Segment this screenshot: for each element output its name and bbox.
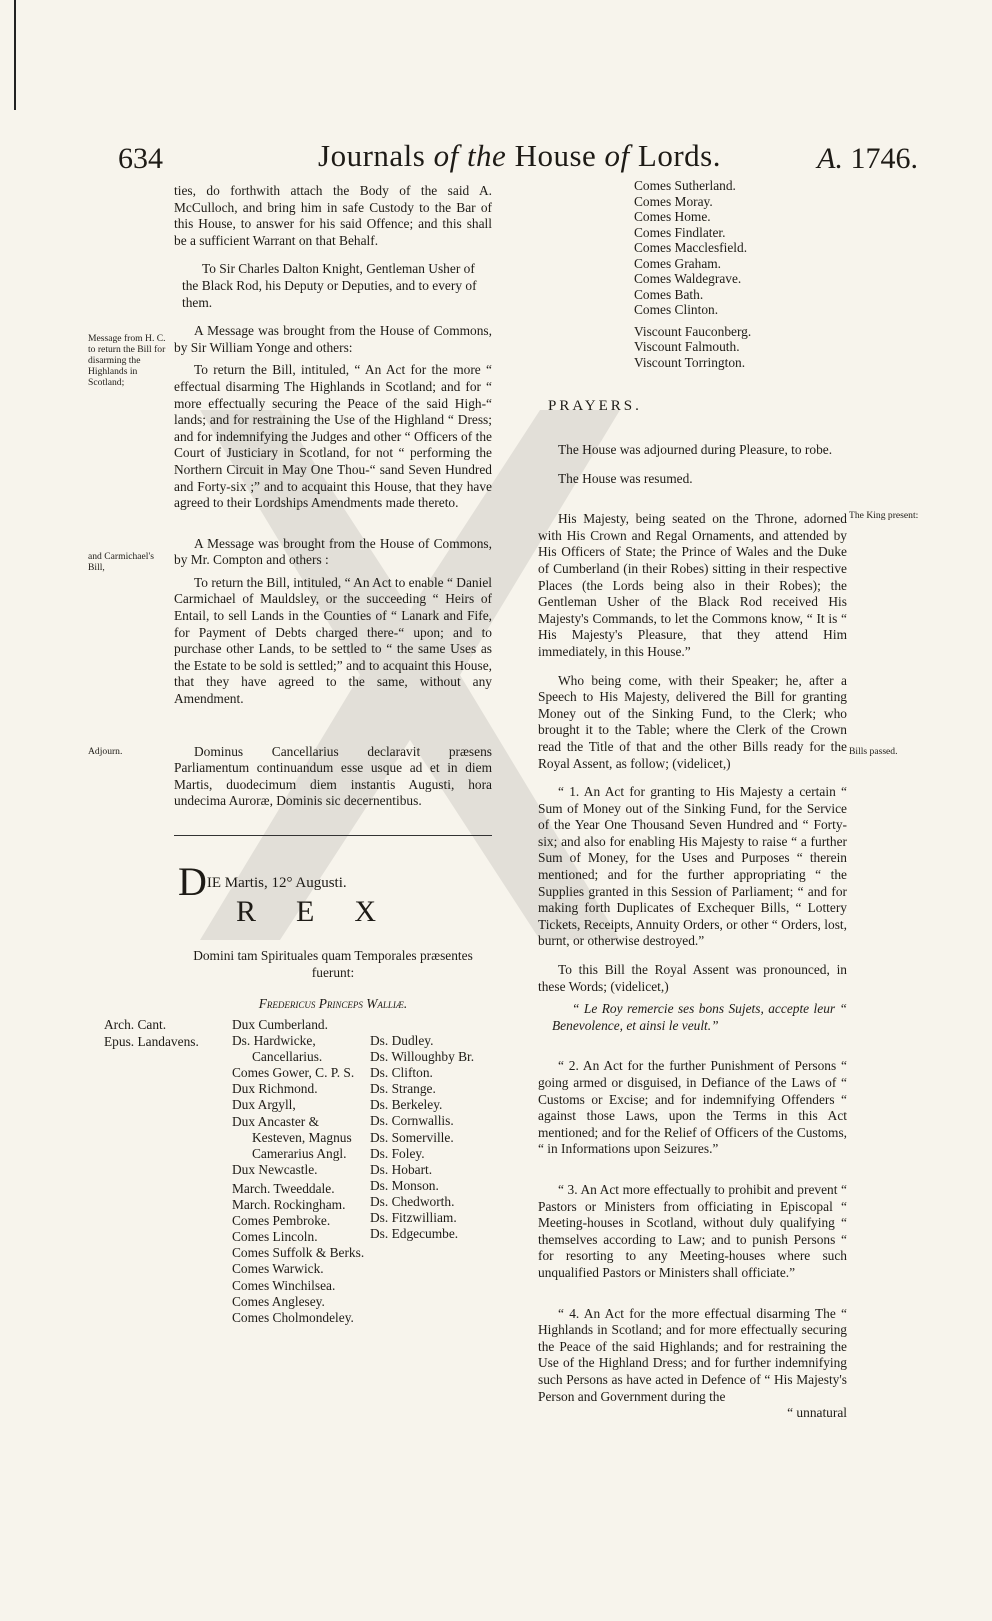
present-heading: Domini tam Spirituales quam Temporales præsentes fuerunt: (193, 948, 473, 980)
lord-name: Ds. Monson. (370, 1177, 439, 1193)
lord-name: Comes Waldegrave. (634, 271, 742, 286)
lord-name: Comes Pembroke. (232, 1213, 331, 1229)
lord-name: March. Tweeddale. (232, 1180, 335, 1196)
left-column (174, 183, 492, 810)
lord-name: Viscount Falmouth. (634, 339, 740, 354)
lord-name: March. Rockingham. (232, 1197, 346, 1213)
lord-name: Ds. Chedworth. (370, 1193, 455, 1209)
margin-note-king-present: The King present: (849, 510, 919, 521)
lord-name: Viscount Fauconberg. (634, 323, 752, 339)
paragraph-warrant-address: To Sir Charles Dalton Knight, Gentleman Usher of the Black Rod, his Deputy or Deputies, and to every of them. (182, 261, 477, 310)
paragraph-royal-assent: To this Bill the Royal Assent was pronounced, in these Words; (videlicet,) (538, 962, 847, 994)
prayers-heading: PRAYERS. (548, 398, 642, 414)
lord-name: Comes Findlater. (634, 224, 726, 240)
lord-name: Comes Moray. (634, 193, 713, 209)
catchword: “ unnatural (787, 1405, 847, 1421)
lord-name: Viscount Torrington. (634, 354, 746, 370)
margin-note-carmichael: and Carmichael's Bill, (88, 551, 154, 573)
lord-name: Ds. Foley. (370, 1145, 425, 1161)
bill-2: “ 2. An Act for the further Punishment of Persons “ going armed or disguised, in Defiance of the Laws of “ Customs or Excise; and for indemnifying Offenders “ against those Laws, upon the Terms in this Act mentioned; and for the Relief of Officers of the Customs, “ in Informations upon Seizures.” (538, 1058, 847, 1157)
lord-name: Dux Richmond. (232, 1081, 318, 1097)
lord-name: Ds. Dudley. (370, 1033, 434, 1048)
lord-name: Comes Clinton. (634, 302, 719, 317)
lord-name: Ds. Edgecumbe. (370, 1226, 459, 1242)
lord-name: Ds. Hobart. (370, 1161, 433, 1177)
paragraph-adjournment: Dominus Cancellarius declaravit præsens Parliamentum continuandum esse usque ad et in diem Martis, duodecimum diem instantis Augusti, hora undecima Auroræ, Dominis sic decernentibus. (174, 743, 492, 809)
lord-name: Ds. Hardwicke, Cancellarius. (232, 1033, 323, 1065)
temporal-lords-list-b (370, 1033, 500, 1242)
page-number: 634 (118, 142, 163, 175)
paragraph: The House was resumed. (558, 470, 693, 486)
lord-name: Comes Bath. (634, 286, 704, 302)
lord-name: Comes Anglesey. (232, 1293, 325, 1309)
section-divider (174, 835, 492, 836)
lord-name: Ds. Fitzwilliam. (370, 1210, 457, 1226)
paragraph: ties, do forthwith attach the Body of the said A. McCulloch, and bring him in safe Custody to the Bar of this House, to answer for his said Offence; and this shall be a sufficient Warrant on that Behalf. (174, 183, 492, 248)
lord-name: Comes Macclesfield. (634, 240, 748, 255)
temporal-lords-list-a (232, 1017, 366, 1326)
paragraph-bill-return: To return the Bill, intituled, “ An Act to enable “ Daniel Carmichael of Mauldsley, or the succeeding “ Heirs of Entail, to sell Lands in the Counties of “ Lanark and Fife, for Payment of Debts charged there-“ upon; and to purchase other Lands, to be settled to “ the same Uses as the Estate to be sold is settled;” and to acquaint this House, that they have agreed to the same, without any Amendment. (174, 574, 492, 707)
spiritual-lords-list (104, 1017, 224, 1050)
paragraph: The House was adjourned during Pleasure, to robe. (558, 442, 833, 457)
lord-name: Comes Lincoln. (232, 1229, 318, 1245)
lord-name: Comes Cholmondeley. (232, 1309, 354, 1325)
lord-name: Epus. Landavens. (104, 1033, 199, 1049)
paragraph: A Message was brought from the House of Commons, by Mr. Compton and others : (174, 535, 492, 568)
lord-name: Comes Gower, C. P. S. (232, 1065, 355, 1081)
bill-3: “ 3. An Act more effectually to prohibit and prevent “ Pastors or Ministers from officiating in Episcopal “ Meeting-houses in Scotland, without duly qualifying “ themselves according to Law; and to punish Persons “ for resorting to any Meeting-houses where such unqualified Pastors or Ministers shall officiate.” (538, 1181, 847, 1280)
paragraph-bill-return: To return the Bill, intituled, “ An Act for the more “ effectual disarming The Highlands in Scotland; and for “ more effectually securing the Peace of the said High-“ lands; and for restraining the Use of the Highland “ Dress; and for indemnifying the Judges and other “ Officers of the Court of Justiciary in Scotland, for not “ performing the Northern Circuit in May One Thou-“ sand Seven Hundred and Forty-six ;” and to acquaint this House, that they have agreed to their Lordships Amendments made thereto. (174, 362, 492, 511)
lord-name: Comes Home. (634, 209, 711, 224)
margin-note-message-hc: Message from H. C. to return the Bill for disarming the Highlands in Scotland; (88, 333, 166, 388)
lord-name: Ds. Strange. (370, 1081, 436, 1097)
paragraph-speaker: Who being come, with their Speaker; he, after a Speech to His Majesty, delivered the Bill for granting Money out of the Sinking Fund, to the Clerk; who brought it to the Table; where the Clerk of the Crown read the Title of that and the other Bills ready for the Royal Assent, as follow; (videlicet,) (538, 672, 847, 771)
temporal-lords-list-c (634, 178, 834, 370)
margin-note-bills-passed: Bills passed. (849, 746, 898, 757)
lord-name: Dux Argyll, (232, 1097, 296, 1113)
lord-name: Ds. Somerville. (370, 1129, 454, 1145)
lord-name: Comes Sutherland. (634, 178, 736, 193)
lord-name: Ds. Clifton. (370, 1065, 433, 1081)
lord-name: Comes Winchilsea. (232, 1277, 336, 1293)
lord-name: Comes Graham. (634, 255, 722, 271)
running-title: Journals of the House of Lords. (318, 138, 721, 173)
paragraph-royal-arrival: His Majesty, being seated on the Throne, adorned with His Crown and Regal Ornaments, and attended by His Officers of State; the Prince of Wales and the Duke of Cumberland (in their Robes) sitting in their respective Places (the Lords being also in their Robes); the Gentleman Usher of the Black Rod received His Majesty's Commands, to let the Commons know, “ It is “ His Majesty's Pleasure, that they attend Him immediately, in this House.” (538, 511, 847, 659)
lord-name: Arch. Cant. (104, 1017, 167, 1032)
bill-1: “ 1. An Act for granting to His Majesty a certain “ Sum of Money out of the Sinking Fund, for the Service of the Year One Thousand Seven Hundred and “ Forty-six; and also for enabling His Majesty to raise “ a further Sum of Money, for the Uses and Purposes “ therein mentioned; and for the further appropriating “ the Supplies granted in this Session of Parliament; “ and for making forth Duplicates of Exchequer Bills, “ Lottery Tickets, Receipts, Annuity Orders, or other “ Orders, lost, burnt, or otherwise destroyed.” (538, 784, 847, 949)
royal-assent-formula: “ Le Roy remercie ses bons Sujets, accepte leur “ Benevolence, et ainsi le veult.” (552, 1001, 847, 1033)
prince-line: Fredericus Princeps Walliæ. (258, 996, 408, 1011)
paragraph: A Message was brought from the House of Commons, by Sir William Yonge and others: (174, 323, 492, 355)
lord-name: Ds. Willoughby Br. (370, 1049, 475, 1065)
lord-name: Dux Newcastle. (232, 1161, 318, 1177)
lord-name: Ds. Berkeley. (370, 1097, 443, 1113)
lord-name: Ds. Cornwallis. (370, 1113, 454, 1129)
day-heading: DIE Martis, 12° Augusti. (178, 859, 347, 904)
right-column (538, 442, 847, 1422)
binding-edge-line (14, 0, 16, 110)
bill-4: “ 4. An Act for the more effectual disarming The “ Highlands in Scotland; and for more effectually securing the Peace of the said Highlands; and for restraining the Use of the Highland Dress; and for further indemnifying such Persons as have acted in Defence of “ His Majesty's Person and Government during the (538, 1305, 847, 1404)
rex-heading: REX (236, 895, 416, 928)
lord-name: Dux Ancaster & Kesteven, Magnus Camerarius Angl. (232, 1113, 352, 1161)
lord-name: Comes Warwick. (232, 1261, 324, 1277)
margin-note-adjourn: Adjourn. (88, 746, 123, 757)
header-year: A. 1746. (817, 142, 918, 175)
lord-name: Comes Suffolk & Berks. (232, 1245, 365, 1261)
lord-name: Dux Cumberland. (232, 1017, 328, 1032)
